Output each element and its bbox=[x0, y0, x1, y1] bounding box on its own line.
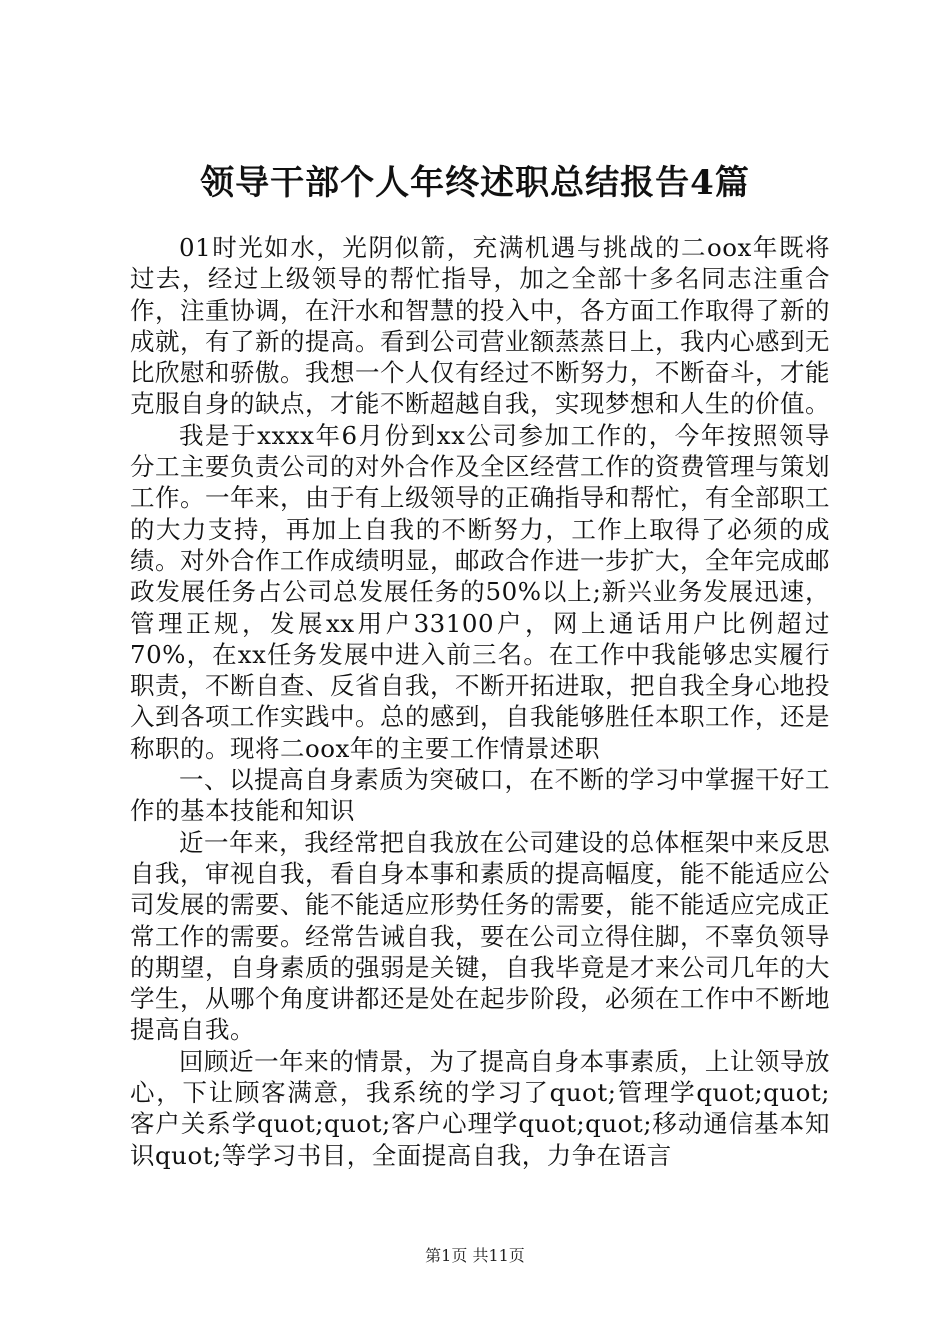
page-number: 第1页 共11页 bbox=[425, 1246, 525, 1265]
document-body bbox=[130, 232, 830, 1171]
paragraph-study-review: 回顾近一年来的情景，为了提高自身本事素质，上让领导放心，下让顾客满意，我系统的学习了quot;管理学quot;quot;客户关系学quot;quot;客户心理学quot;quot;移动通信基本知识quot;等学习书目，全面提高自我，力争在语言 bbox=[130, 1046, 830, 1170]
paragraph-self-reflection: 近一年来，我经常把自我放在公司建设的总体框架中来反思自我，审视自我，看自身本事和素质的提高幅度，能不能适应公司发展的需要、能不能适应形势任务的需要，能不能适应完成正常工作的需要。经常告诫自我，要在公司立得住脚，不辜负领导的期望，自身素质的强弱是关键，自我毕竟是才来公司几年的大学生，从哪个角度讲都还是处在起步阶段，必须在工作中不断地提高自我。 bbox=[130, 827, 830, 1045]
paragraph-intro: 01时光如水，光阴似箭，充满机遇与挑战的二oox年既将过去，经过上级领导的帮忙指导，加之全部十多名同志注重合作，注重协调，在汗水和智慧的投入中，各方面工作取得了新的成就，有了新的提高。看到公司营业额蒸蒸日上，我内心感到无比欣慰和骄傲。我想一个人仅有经过不断努力，不断奋斗，才能克服自身的缺点，才能不断超越自我，实现梦想和人生的价值。 bbox=[130, 233, 830, 419]
section-heading-1: 一、以提高自身素质为突破口，在不断的学习中掌握干好工作的基本技能和知识 bbox=[130, 765, 830, 826]
document-title: 领导干部个人年终述职总结报告4篇 bbox=[200, 163, 750, 203]
paragraph-background: 我是于xxxx年6月份到xx公司参加工作的，今年按照领导分工主要负责公司的对外合作及全区经营工作的资费管理与策划工作。一年来，由于有上级领导的正确指导和帮忙，有全部职工的大力支持，再加上自我的不断努力，工作上取得了必须的成绩。对外合作工作成绩明显，邮政合作进一步扩大，全年完成邮政发展任务占公司总发展任务的50%以上;新兴业务发展迅速，管理正规，发展xx用户33100户，网上通话用户比例超过70%，在xx任务发展中进入前三名。在工作中我能够忠实履行职责，不断自查、反省自我，不断开拓进取，把自我全身心地投入到各项工作实践中。总的感到，自我能够胜任本职工作，还是称职的。现将二oox年的主要工作情景述职 bbox=[130, 420, 830, 763]
